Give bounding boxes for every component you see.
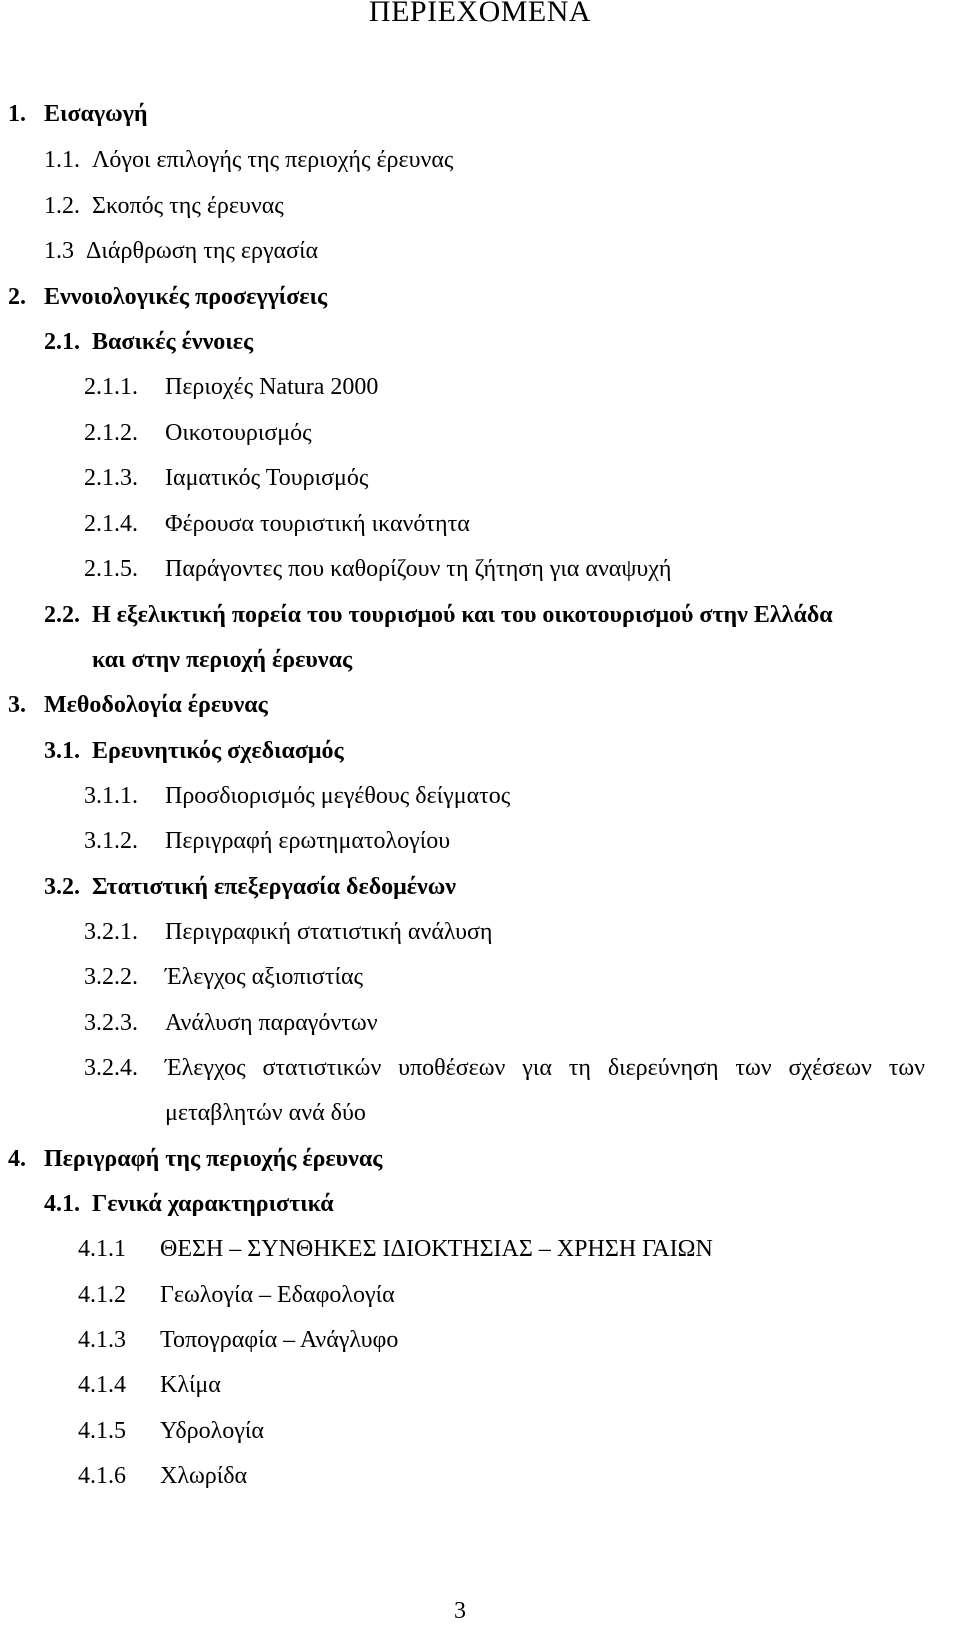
toc-number: 1.2. [44, 193, 80, 219]
toc-number: 1.3 [44, 238, 74, 264]
toc-number: 3.1.1. [84, 783, 138, 809]
toc-number: 3.1. [44, 738, 80, 764]
toc-text: Έλεγχος στατιστικών υποθέσεων για τη διερεύνηση των σχέσεων των [165, 1055, 925, 1081]
toc-text: Έλεγχος αξιοπιστίας [165, 964, 364, 990]
toc-text: Φέρουσα τουριστική ικανότητα [165, 511, 470, 537]
toc-text: Προσδιορισμός μεγέθους δείγματος [165, 783, 511, 809]
toc-number: 4.1.3 [78, 1327, 126, 1353]
toc-number: 3.1.2. [84, 828, 138, 854]
toc-number: 1. [8, 101, 26, 127]
toc-text: Ιαματικός Τουρισμός [165, 465, 369, 491]
toc-text: Περιγραφή της περιοχής έρευνας [44, 1146, 383, 1172]
toc-text: Λόγοι επιλογής της περιοχής έρευνας [92, 147, 454, 173]
toc-text: ΘΕΣΗ – ΣΥΝΘΗΚΕΣ ΙΔΙΟΚΤΗΣΙΑΣ – ΧΡΗΣΗ ΓΑΙΩΝ [160, 1236, 713, 1262]
toc-text: Γενικά χαρακτηριστικά [92, 1191, 334, 1217]
toc-number: 2.1.3. [84, 465, 138, 491]
toc-text: Σκοπός της έρευνας [92, 193, 284, 219]
toc-text: Εισαγωγή [44, 101, 148, 127]
toc-number: 4.1.5 [78, 1418, 126, 1444]
toc-text: Οικοτουρισμός [165, 420, 312, 446]
toc-number: 2.1.2. [84, 420, 138, 446]
toc-text: Η εξελικτική πορεία του τουρισμού και του οικοτουρισμού στην Ελλάδα [92, 602, 833, 628]
toc-number: 4.1. [44, 1191, 80, 1217]
toc-number: 4.1.2 [78, 1282, 126, 1308]
toc-text: Ερευνητικός σχεδιασμός [92, 738, 344, 764]
toc-text: μεταβλητών ανά δύο [165, 1100, 366, 1126]
toc-number: 2.1.4. [84, 511, 138, 537]
toc-number: 3.2.2. [84, 964, 138, 990]
toc-text: Γεωλογία – Εδαφολογία [160, 1282, 395, 1308]
toc-number: 2.1. [44, 329, 80, 355]
toc-number: 4.1.1 [78, 1236, 126, 1262]
toc-text: Τοπογραφία – Ανάγλυφο [160, 1327, 399, 1353]
toc-number: 2. [8, 284, 26, 310]
toc-text: Ανάλυση παραγόντων [165, 1010, 378, 1036]
toc-text: Βασικές έννοιες [92, 329, 254, 355]
toc-number: 3.2. [44, 874, 80, 900]
toc-text: Στατιστική επεξεργασία δεδομένων [92, 874, 456, 900]
toc-text: Υδρολογία [160, 1418, 264, 1444]
toc-text: Διάρθρωση της εργασία [86, 238, 319, 264]
toc-number: 2.1.5. [84, 556, 138, 582]
page-title: ΠΕΡΙΕΧΟΜΕΝΑ [368, 0, 592, 28]
toc-number: 3.2.3. [84, 1010, 138, 1036]
toc-number: 4. [8, 1146, 26, 1172]
toc-number: 4.1.6 [78, 1463, 126, 1489]
toc-text: Περιγραφή ερωτηματολογίου [165, 828, 451, 854]
toc-number: 1.1. [44, 147, 80, 173]
toc-text: Περιγραφική στατιστική ανάλυση [165, 919, 493, 945]
toc-text: Χλωρίδα [160, 1463, 248, 1489]
page-number: 3 [454, 1598, 466, 1624]
toc-number: 2.1.1. [84, 374, 138, 400]
toc-text: Εννοιολογικές προσεγγίσεις [44, 284, 328, 310]
toc-number: 4.1.4 [78, 1372, 126, 1398]
toc-text: Περιοχές Natura 2000 [165, 374, 379, 400]
toc-number: 3.2.4. [84, 1055, 138, 1081]
toc-text: Παράγοντες που καθορίζουν τη ζήτηση για αναψυχή [165, 556, 672, 582]
toc-text: Μεθοδολογία έρευνας [44, 692, 268, 718]
toc-text: Κλίμα [160, 1372, 221, 1398]
toc-text: και στην περιοχή έρευνας [92, 647, 353, 673]
toc-number: 3. [8, 692, 26, 718]
toc-number: 2.2. [44, 602, 80, 628]
toc-number: 3.2.1. [84, 919, 138, 945]
